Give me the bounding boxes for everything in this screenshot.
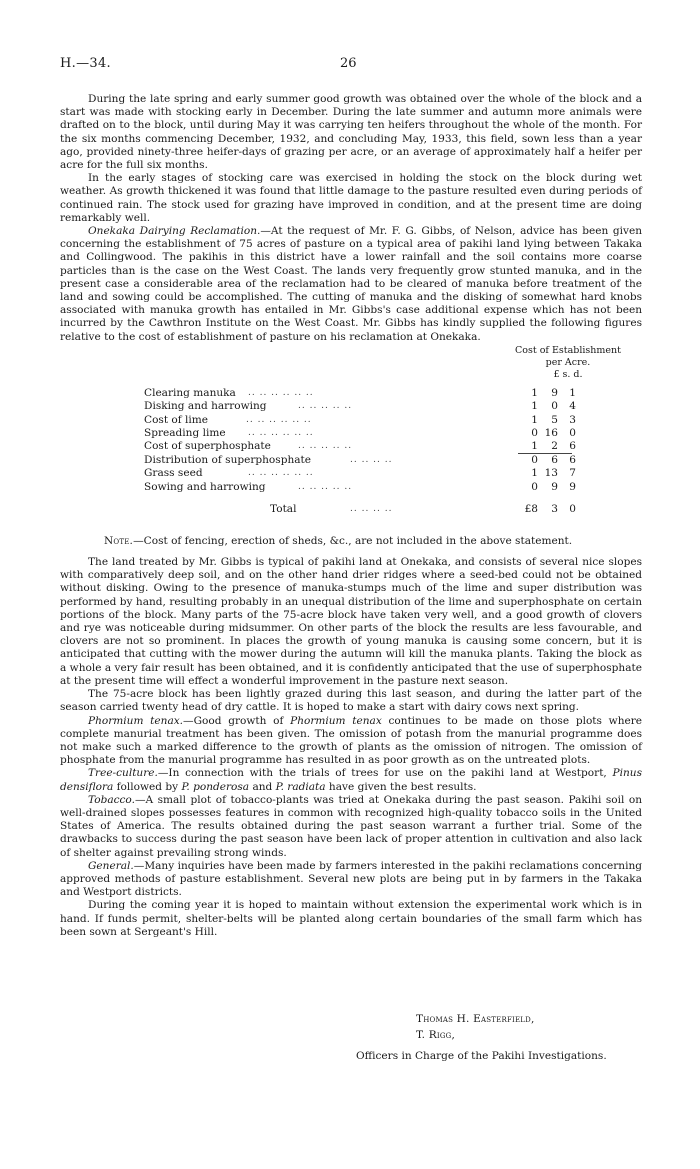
paragraph-tree-culture (60, 767, 642, 793)
cost-table-header (498, 345, 638, 381)
cost-rows (144, 387, 644, 494)
tree-text-d: have given the best results. (325, 780, 477, 793)
tobacco-text: —A small plot of tobacco-plants was tried at Onekaka during the past season. Pakihi soil on well-drained slopes possesses features in common with recognized high-quality tobacco soils in the United States of America. The results obtained during the past season warrant a further trial. Some of the drawbacks to success during the past season have been lack of proper attention in cultivation and also lack of shelter against prevailing strong winds. (60, 793, 642, 859)
cost-pence: 9 (569, 480, 576, 493)
tree-heading: Tree-culture. (88, 767, 158, 780)
cost-pounds: 0 (531, 453, 538, 466)
note-label: Note. (104, 534, 134, 547)
total-shillings: 3 (551, 502, 558, 515)
phormium-italic: Phormium tenax (290, 714, 382, 727)
cost-row (144, 454, 644, 467)
cost-shillings: 16 (544, 427, 558, 440)
leader-dots: .. .. .. .. .. .. (248, 428, 314, 439)
tree-text-c: and (249, 780, 276, 793)
phormium-text-b: continues to be made on those plots where complete manurial treatment has been given. The omission of potash from the manurial programme does not make such a marked difference to the growth of plants as the omission of nitrogen. The omission of phosphate from the manurial programme has resulted in as poor growth as on the untreated plots. (60, 714, 643, 767)
cost-row (144, 387, 644, 400)
paragraph-tobacco (60, 794, 642, 860)
cost-pence: 7 (569, 467, 576, 480)
tree-italic-c: P. radiata (275, 780, 326, 793)
leader-dots: .. .. .. .. .. (298, 481, 353, 492)
cost-shillings: 9 (551, 386, 558, 399)
cost-row (144, 400, 644, 413)
paragraph-phormium (60, 715, 642, 768)
leader-dots: .. .. .. .. .. .. (248, 468, 314, 479)
general-heading: General. (88, 859, 134, 872)
cost-label: Sowing and harrowing (144, 480, 266, 493)
paragraph-stocking: In the early stages of stocking care was exercised in holding the stock on the block during wet weather. As growth thickened it was found that little damage to the pasture resulted even during periods of continued rain. The stock used for grazing have improved in condition, and at the present time are doing remarkably well. (60, 172, 642, 224)
cost-shillings: 0 (551, 400, 558, 413)
cost-pounds: 0 (531, 427, 538, 440)
page-header (60, 57, 642, 73)
cost-total-row (144, 503, 644, 517)
cost-pence: 4 (569, 400, 576, 413)
total-pence: 0 (569, 502, 576, 515)
tree-text-a: —In connection with the trials of trees for use on the pakihi land at Westport, (157, 767, 613, 780)
leader-dots: .. .. .. .. (350, 503, 393, 514)
document-reference: H.—34. (60, 56, 111, 71)
signatory-easterfield: Thomas H. Easterfield, (416, 1013, 535, 1025)
paragraph-grazing: The 75-acre block has been lightly grazed during this last season, and during the latter part of the season carried twenty head of dry cattle. It is hoped to make a start with dairy cows next spring. (60, 688, 642, 714)
cost-table (60, 345, 642, 521)
document-body (60, 93, 642, 939)
cost-shillings: 2 (551, 440, 558, 453)
tree-italic-b: P. ponderosa (181, 780, 250, 793)
tobacco-heading: Tobacco. (88, 793, 135, 806)
cost-shillings: 13 (544, 467, 558, 480)
leader-dots: .. .. .. .. (350, 454, 393, 465)
cost-row (144, 414, 644, 427)
cost-pence: 6 (569, 453, 576, 466)
cost-label: Cost of superphosphate (144, 440, 271, 453)
leader-dots: .. .. .. .. .. .. (248, 387, 314, 398)
cost-heading-line1: Cost of Establishment (515, 344, 621, 356)
cost-shillings: 9 (551, 480, 558, 493)
cost-heading-line2: per Acre. (545, 356, 591, 368)
phormium-text-a: —Good growth of (183, 714, 291, 727)
paragraph-general (60, 860, 642, 900)
general-text: —Many inquiries have been made by farmers interested in the pakihi reclamations concerning approved methods of pasture establishment. Several new plots are being put in by farmers in the Takaka and Westport districts. (60, 859, 642, 899)
onekaka-heading: Onekaka Dairying Reclamation. (88, 225, 261, 238)
cost-pence: 1 (569, 386, 576, 399)
cost-pounds: 1 (531, 386, 538, 399)
signatory-role: Officers in Charge of the Pakihi Investigations. (356, 1050, 607, 1062)
cost-label: Spreading lime (144, 427, 226, 440)
cost-pounds: 1 (531, 413, 538, 426)
cost-pounds: 0 (531, 480, 538, 493)
cost-shillings: 5 (551, 413, 558, 426)
note-text: —Cost of fencing, erection of sheds, &c., are not included in the above statement. (133, 534, 573, 547)
cost-shillings: 6 (551, 453, 558, 466)
cost-row (144, 427, 644, 440)
cost-row (144, 481, 644, 494)
total-label: Total (270, 502, 297, 515)
sum-rule (518, 453, 572, 454)
cost-row (144, 440, 644, 453)
tree-text-b: followed by (113, 780, 182, 793)
total-pounds: £8 (524, 502, 538, 515)
currency-columns: £ s. d. (553, 368, 583, 380)
cost-row (144, 467, 644, 480)
paragraph-closing: During the coming year it is hoped to maintain without extension the experimental work which is in hand. If funds permit, shelter-belts will be planted along certain boundaries of the small farm which has been sown at Sergeant's Hill. (60, 899, 642, 938)
cost-label: Disking and harrowing (144, 400, 267, 413)
leader-dots: .. .. .. .. .. (298, 441, 353, 452)
onekaka-text: —At the request of Mr. F. G. Gibbs, of Nelson, advice has been given concerning the establishment of 75 acres of pasture on a typical area of pakihi land lying between Takaka and Collingwood. The pakihis in this district have a lower rainfall and the soil contains more coarse particles than is the case on the West Coast. The lands very frequently grow stunted manuka, and in the present case a considerable area of the reclamation had to be cleared of manuka before treatment of the land and sowing could be accomplished. The cutting of manuka and the disking of somewhat hard knobs associated with manuka growth has entailed in Mr. Gibbs's case additional expense which has not been incurred by the Cawthron Institute on the West Coast. Mr. Gibbs has kindly supplied the following figures relative to the cost of establishment of pasture on his reclamation at Onekaka. (60, 225, 642, 343)
leader-dots: .. .. .. .. .. .. (246, 414, 312, 425)
cost-pence: 6 (569, 440, 576, 453)
page-number: 26 (340, 56, 357, 71)
cost-label: Clearing manuka (144, 386, 236, 399)
paragraph-growth: During the late spring and early summer good growth was obtained over the whole of the block and a start was made with stocking early in December. During the late summer and autumn more animals were drafted on to the block, until during May it was carrying ten heifers throughout the whole of the month. For the six months commencing December, 1932, and concluding May, 1933, this field, sown less than a year ago, provided ninety-three heifer-days of grazing per acre, or an average of approximately half a heifer per acre for the full six months. (60, 93, 642, 172)
signatory-rigg: T. Rigg, (416, 1029, 456, 1041)
phormium-heading: Phormium tenax. (88, 714, 184, 727)
leader-dots: .. .. .. .. .. (298, 401, 353, 412)
cost-pounds: 1 (531, 440, 538, 453)
cost-label: Distribution of superphosphate (144, 453, 312, 466)
tree-italic-a: Pinus densiflora (60, 767, 642, 793)
paragraph-land-treated: The land treated by Mr. Gibbs is typical of pakihi land at Onekaka, and consists of several nice slopes with comparatively deep soil, and on the other hand drier ridges where a seed-bed could not be obtained without disking. Owing to the presence of manuka-stumps much of the lime and super distribution was performed by hand, resulting probably in an unequal distribution of the lime and superphosphate on certain portions of the block. Many parts of the 75-acre block have taken very well, and a good growth of clovers and rye was noticeable during midsummer. On other parts of the block the results are less favourable, and clovers are not so prominent. In places the growth of young manuka is causing some concern, but it is anticipated that cutting with the mower during the autumn will kill the manuka plants. Taking the block as a whole a very fair result has been obtained, and it is confidently anticipated that the use of superphosphate at the present time will effect a wonderful improvement in the pasture next season. (60, 556, 642, 687)
cost-pounds: 1 (531, 467, 538, 480)
paragraph-onekaka (60, 225, 642, 344)
cost-label: Grass seed (144, 467, 203, 480)
cost-label: Cost of lime (144, 413, 209, 426)
cost-pence: 3 (569, 413, 576, 426)
cost-note (104, 535, 642, 548)
cost-pence: 0 (569, 427, 576, 440)
cost-pounds: 1 (531, 400, 538, 413)
